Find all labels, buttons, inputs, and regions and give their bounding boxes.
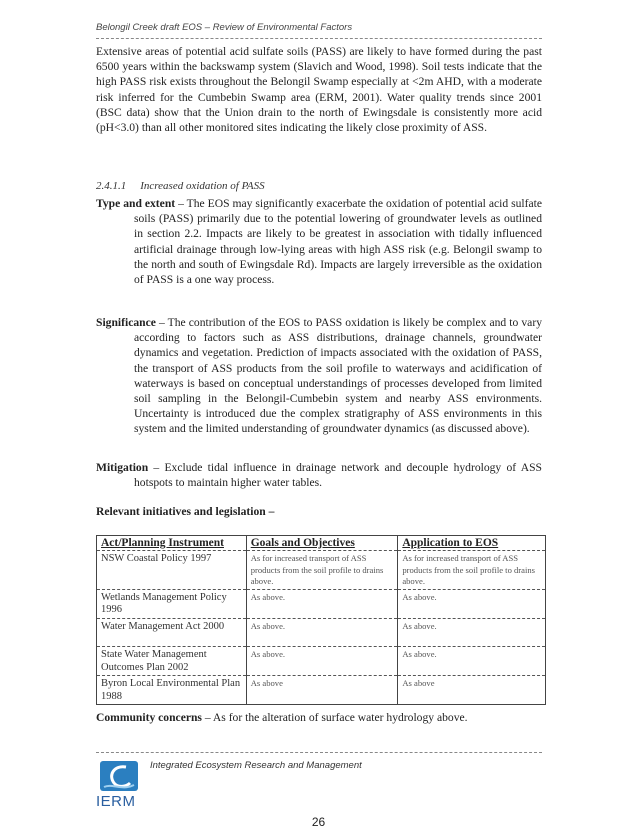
table-cell: As above <box>246 676 398 705</box>
table-cell: As above. <box>246 646 398 675</box>
type-extent-text: – The EOS may significantly exacerbate the oxidation of potential acid sulfate soils (PASS) primarily due to the potential lowering of groundwater levels as outlined in section 2.2. Impacts are likely to be greatest in association with tidally influenced artificial drainage through low-lying areas with high ASS risk (e.g. Belongil swamp to the north and south of Ewingsdale Rd). Impacts are largely irreversible as the oxidation of PASS is a one way process. <box>134 197 542 287</box>
table-cell: As above. <box>246 618 398 646</box>
footer-org-name: Integrated Ecosystem Research and Management <box>150 760 362 771</box>
type-extent-label: Type and extent <box>96 197 176 210</box>
significance-text: – The contribution of the EOS to PASS oxidation is likely be complex and to vary according to factors such as ASS distributions, drainage channels, groundwater dynamics and vegetation. Prediction of impacts associated with the oxidation of PASS, the transport of ASS products from the soil profile to waterways and acidification of waterways is based on conceptual understandings of processes developed from limited soil sampling in the Belongil-Cumbebin system and nearby ASS environments. Uncertainty is introduced due the complex stratigraphy of ASS environments in this system and the limited understanding of groundwater dynamics (as discussed above). <box>134 316 542 436</box>
section-subheading <box>96 180 265 192</box>
table-row <box>97 551 546 590</box>
column-header: Application to EOS <box>398 536 546 551</box>
header-rule <box>96 38 542 39</box>
legislation-table <box>96 535 546 705</box>
mitigation-paragraph <box>96 460 542 490</box>
subheading-title: Increased oxidation of PASS <box>140 180 265 192</box>
significance-label: Significance <box>96 316 156 329</box>
table-row <box>97 676 546 705</box>
table-cell: Wetlands Management Policy 1996 <box>97 589 247 618</box>
table-cell: As for increased transport of ASS products from the soil profile to drains above. <box>246 551 398 590</box>
table-cell: As above. <box>398 589 546 618</box>
logo-wave-icon <box>100 761 138 791</box>
table-row <box>97 646 546 675</box>
significance-paragraph <box>96 315 542 437</box>
community-label: Community concerns <box>96 711 202 724</box>
mitigation-text: – Exclude tidal influence in drainage network and decouple hydrology of ASS hotspots to maintain higher water tables. <box>134 461 542 490</box>
table-cell: As above. <box>246 589 398 618</box>
intro-paragraph: Extensive areas of potential acid sulfate soils (PASS) are likely to have formed during the past 6500 years within the backswamp system (Slavich and Wood, 1998). Soil tests indicate that the high PASS risk exists throughout the Belongil Swamp especially at <2m AHD, with a moderate risk inferred for the Cumbebin Swamp area (ERM, 2001). Water quality trends since 2001 (BSC data) show that the Union drain to the north of Ewingsdale is consistently more acid (pH<3.0) than all other monitored sites indicating the likely close proximity of ASS. <box>96 45 542 135</box>
table-row <box>97 618 546 646</box>
table-cell: Byron Local Environmental Plan 1988 <box>97 676 247 705</box>
table-cell: NSW Coastal Policy 1997 <box>97 551 247 590</box>
type-extent-paragraph <box>96 196 542 287</box>
table-cell: As for increased transport of ASS products from the soil profile to drains above. <box>398 551 546 590</box>
column-header: Goals and Objectives <box>246 536 398 551</box>
table-cell: As above. <box>398 618 546 646</box>
footer-rule <box>96 752 542 753</box>
relevant-initiatives-heading: Relevant initiatives and legislation – <box>96 505 275 518</box>
mitigation-label: Mitigation <box>96 461 149 474</box>
table-header-row <box>97 536 546 551</box>
logo-wordmark: IERM <box>96 793 136 810</box>
table-cell: State Water Management Outcomes Plan 2002 <box>97 646 247 675</box>
community-text: – As for the alteration of surface water hydrology above. <box>201 711 468 724</box>
running-header: Belongil Creek draft EOS – Review of Environmental Factors <box>96 22 353 33</box>
community-concerns <box>96 711 468 724</box>
page-number: 26 <box>311 815 326 829</box>
ierm-logo <box>96 761 144 813</box>
table-cell: As above. <box>398 646 546 675</box>
table-cell: As above <box>398 676 546 705</box>
table-cell: Water Management Act 2000 <box>97 618 247 646</box>
subheading-number: 2.4.1.1 <box>96 180 127 192</box>
table-row <box>97 589 546 618</box>
column-header: Act/Planning Instrument <box>97 536 247 551</box>
